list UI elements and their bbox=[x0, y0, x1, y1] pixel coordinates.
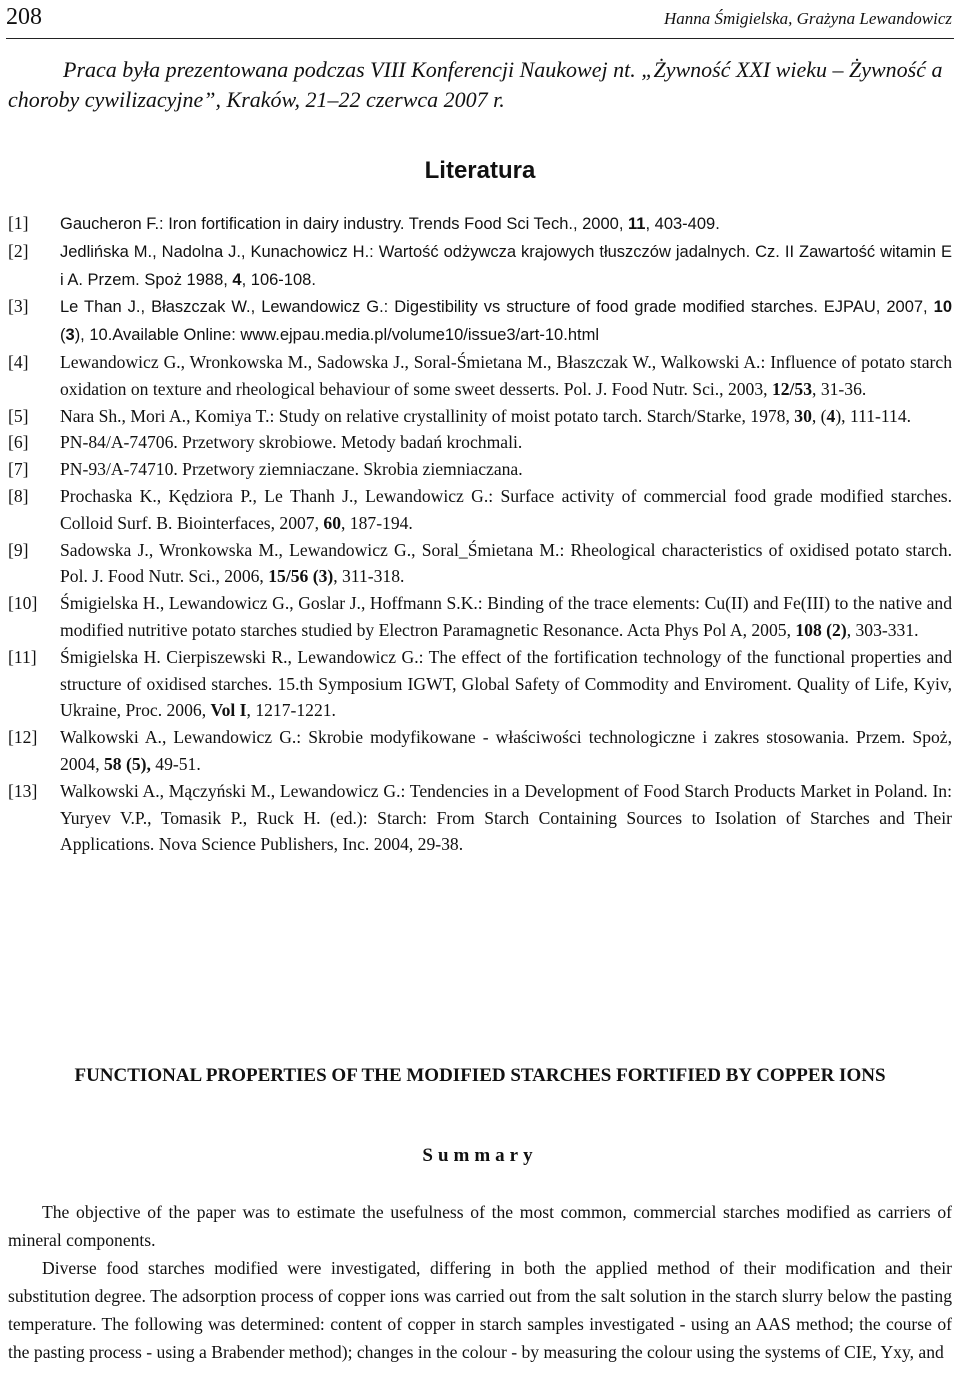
reference-number: [6] bbox=[8, 432, 29, 453]
reference-text: 4 bbox=[232, 270, 242, 289]
reference-number: [11] bbox=[8, 646, 37, 667]
reference-text: , 303-331. bbox=[846, 619, 919, 640]
reference-item bbox=[8, 537, 952, 591]
reference-text: 58 (5), bbox=[103, 753, 151, 774]
running-header-authors: Hanna Śmigielska, Grażyna Lewandowicz bbox=[663, 9, 952, 28]
reference-number: [12] bbox=[8, 727, 38, 748]
reference-text: Walkowski A., Mączyński M., Lewandowicz G.: Tendencies in a Development of Food Starch Products Market in Poland. In: Yuryev V.P., Tomasik P., Ruck H. (ed.): Starch: From Starch Containing Sources to Isolation of Starches and Their Applications. Nova Science Publishers, Inc. 2004, 29-38. bbox=[60, 780, 952, 855]
reference-item bbox=[8, 724, 952, 778]
reference-list bbox=[8, 210, 952, 858]
reference-item bbox=[8, 293, 952, 349]
reference-item bbox=[8, 238, 952, 294]
reference-text: 4 bbox=[826, 405, 836, 426]
reference-text: Vol I bbox=[210, 700, 247, 721]
reference-number: [9] bbox=[8, 539, 29, 560]
reference-number: [1] bbox=[8, 213, 29, 233]
reference-text: (3) bbox=[312, 566, 334, 587]
reference-text: 3 bbox=[65, 326, 75, 345]
reference-number: [2] bbox=[8, 240, 29, 261]
reference-text: 12/53 bbox=[771, 378, 813, 399]
reference-number: [8] bbox=[8, 485, 29, 506]
running-header bbox=[6, 0, 954, 39]
page-number: 208 bbox=[6, 4, 42, 30]
summary-heading: Summary bbox=[422, 1145, 538, 1166]
reference-text: Sadowska J., Wronkowska M., Lewandowicz G., Soral_Śmietana M.: Rheological characteristics of oxidised potato starch. Pol. J. Food Nutr. Sci., 2006, bbox=[60, 539, 952, 587]
reference-number: [10] bbox=[8, 593, 38, 614]
reference-item bbox=[8, 429, 952, 456]
reference-text: (2) bbox=[826, 619, 847, 640]
summary-title: FUNCTIONAL PROPERTIES OF THE MODIFIED STARCHES FORTIFIED BY COPPER IONS bbox=[74, 1065, 886, 1086]
reference-text: Nara Sh., Mori A., Komiya T.: Study on relative crystallinity of moist potato tarch. Starch/Starke, 1978, bbox=[60, 405, 795, 426]
reference-text: , 403-409. bbox=[645, 215, 720, 233]
reference-item bbox=[8, 403, 952, 430]
reference-text: ), 111-114. bbox=[835, 405, 912, 426]
reference-text: Śmigielska H., Lewandowicz G., Goslar J., Hoffmann S.K.: Binding of the trace elements: Cu(II) and Fe(III) to the native and modified nutritive potato starches studied by Electron Paramagnetic Resonance. Acta Phys Pol A, 2005, bbox=[60, 593, 952, 640]
reference-item bbox=[8, 483, 952, 537]
conference-note: Praca była prezentowana podczas VIII Konferencji Naukowej nt. „Żywność XXI wieku – Żywność a choroby cywilizacyjne”, Kraków, 21–22 czerwca 2007 r. bbox=[8, 57, 943, 112]
reference-text: , ( bbox=[811, 405, 827, 426]
reference-text: , 106-108. bbox=[241, 270, 316, 289]
reference-text: ), 10.Available Online: www.ejpau.media.pl/volume10/issue3/art-10.html bbox=[74, 326, 599, 345]
reference-text: Gaucheron F.: Iron fortification in dairy industry. Trends Food Sci Tech., 2000, bbox=[60, 215, 629, 233]
reference-text: Jedlińska M., Nadolna J., Kunachowicz H.: Wartość odżywcza krajowych tłuszczów jadalnych. Cz. II Zawartość witamin E i A. Przem. Spoż 1988, bbox=[60, 242, 952, 289]
summary-paragraph: The objective of the paper was to estimate the usefulness of the most common, commercial starches modified as carriers of mineral components. bbox=[8, 1202, 952, 1250]
reference-number: [13] bbox=[8, 780, 38, 801]
reference-text: Le Than J., Błaszczak W., Lewandowicz G.: Digestibility vs structure of food grade modified starches. EJPAU, 2007, bbox=[60, 298, 934, 317]
reference-text: 15/56 bbox=[268, 566, 309, 587]
reference-text: 11 bbox=[628, 215, 646, 233]
reference-text: Śmigielska H. Cierpiszewski R., Lewandowicz G.: The effect of the fortification technology of the functional properties and structure of oxidised starches. 15.th Symposium IGWT, Global Safety of Commodity and Enviroment. Quality of Life, Kyiv, Ukraine, Proc. 2006, bbox=[60, 646, 952, 721]
reference-text: 49-51. bbox=[150, 753, 201, 774]
reference-text: , 311-318. bbox=[333, 566, 405, 587]
reference-item bbox=[8, 590, 952, 644]
reference-text: , 187-194. bbox=[341, 512, 413, 533]
summary-text bbox=[8, 1198, 952, 1366]
reference-text: 60 bbox=[323, 512, 341, 533]
reference-text: PN-84/A-74706. Przetwory skrobiowe. Metody badań krochmali. bbox=[60, 432, 523, 453]
reference-text: 30 bbox=[794, 405, 812, 426]
reference-item bbox=[8, 644, 952, 724]
reference-item bbox=[8, 210, 952, 238]
reference-text: PN-93/A-74710. Przetwory ziemniaczane. Skrobia ziemniaczana. bbox=[60, 459, 523, 480]
reference-item bbox=[8, 778, 952, 858]
reference-text: 108 bbox=[795, 619, 822, 640]
literature-heading: Literatura bbox=[424, 157, 536, 184]
reference-item bbox=[8, 349, 952, 403]
reference-number: [4] bbox=[8, 351, 29, 372]
reference-text: Walkowski A., Lewandowicz G.: Skrobie modyfikowane - właściwości technologiczne i zakres stosowania. Przem. Spoż, 2004, bbox=[60, 727, 952, 774]
reference-text: , 31-36. bbox=[812, 378, 867, 399]
reference-item bbox=[8, 456, 952, 483]
reference-text: 10 bbox=[933, 298, 952, 317]
reference-text: Prochaska K., Kędziora P., Le Thanh J., Lewandowicz G.: Surface activity of commercial food grade modified starches. Colloid Surf. B. Biointerfaces, 2007, bbox=[60, 485, 952, 533]
reference-number: [7] bbox=[8, 459, 29, 480]
reference-number: [3] bbox=[8, 296, 29, 317]
reference-text: ( bbox=[60, 326, 66, 345]
reference-text: Lewandowicz G., Wronkowska M., Sadowska J., Soral-Śmietana M., Błaszczak W., Walkowski A.: Influence of potato starch oxidation on texture and rheological behaviour of some sweet desserts. Pol. J. Food Nutr. Sci., 2003, bbox=[60, 351, 952, 399]
reference-text: , 1217-1221. bbox=[246, 700, 336, 721]
reference-number: [5] bbox=[8, 405, 29, 426]
summary-paragraph: Diverse food starches modified were investigated, differing in both the applied method of their modification and their substitution degree. The adsorption process of copper ions was carried out from the salt solution in the starch slurry below the pasting temperature. The following was determined: content of copper in starch samples investigated - using an AAS method; the course of the pasting process - using a Brabender method); changes in the colour - by measuring the colour using the systems of CIE, Yxy, and bbox=[8, 1258, 952, 1362]
